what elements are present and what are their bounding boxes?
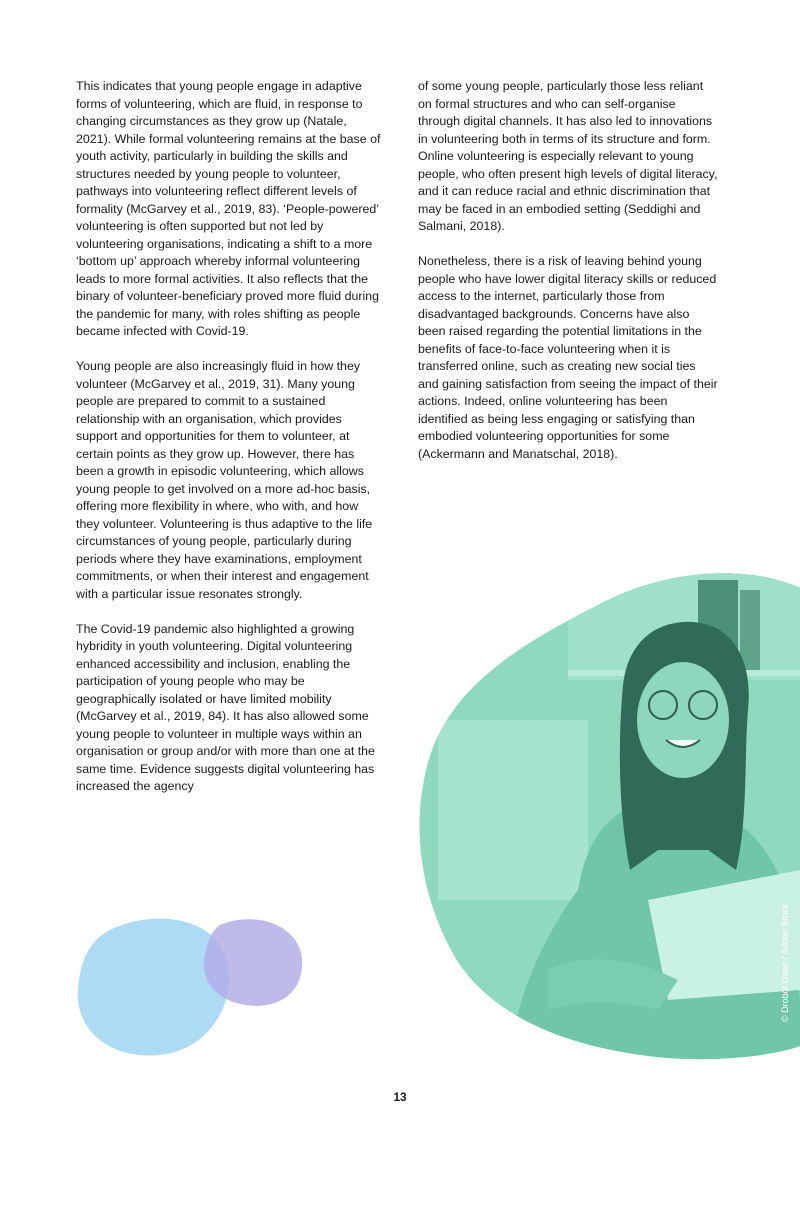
paragraph: Nonetheless, there is a risk of leaving behind young people who have lower digital literacy skills or reduced access to the internet, particularly those from disadvantaged backgrounds. Concerns have also been raised regarding the potential limitations in the benefits of face-to-face volunteering when it is transferred online, such as creating new social ties and gaining satisfaction from seeing the impact of their actions. Indeed, online volunteering has been identified as being less engaging or satisfying than embodied volunteering opportunities for some (Ackermann and Manatschal, 2018). (418, 254, 718, 461)
paragraph: The Covid-19 pandemic also highlighted a growing hybridity in youth volunteering. Digital volunteering enhanced accessibility and inclusion, enabling the participation of young people who may be geographically isolated or have limited mobility (McGarvey et al., 2019, 84). It has also allowed some young people to volunteer in multiple ways within an organisation or group and/or with more than one at the same time. Evidence suggests digital volunteering has increased the agency (76, 621, 375, 793)
page-number: 13 (393, 1090, 407, 1104)
left-column (76, 78, 381, 813)
photo-credit: © Drobot Dean / Adobe Stock (780, 903, 790, 1022)
purple-blob (204, 919, 302, 1006)
photo-young-woman-laptop (418, 570, 800, 1060)
paragraph: Young people are also increasingly fluid in how they volunteer (McGarvey et al., 2019, 31). Many young people are prepared to commit to a sustained relationship with an organisation, which provides support and opportunities for them to volunteer, at certain points as they grow up. However, there has been a growth in episodic volunteering, which allows young people to get involved on a more ad-hoc basis, offering more flexibility in where, who with, and how they volunteer. Volunteering is thus adaptive to the life circumstances of young people, particularly during periods where they have examinations, employment commitments, or when their interest and engagement with a particular issue resonates strongly. (76, 359, 373, 601)
paragraph: This indicates that young people engage in adaptive forms of volunteering, which are fluid, in response to changing circumstances as they grow up (Natale, 2021). While formal volunteering remains at the base of youth activity, particularly in building the skills and structures needed by young people to volunteer, pathways into volunteering reflect different levels of formality (McGarvey et al., 2019, 83). ‘People-powered’ volunteering is often supported but not led by volunteering organisations, indicating a shift to a more ‘bottom up’ approach whereby informal volunteering leads to more formal activities. It also reflects that the binary of volunteer-beneficiary proved more fluid during the pandemic for many, with roles shifting as people became infected with Covid-19. (76, 79, 381, 338)
decorative-blobs (70, 910, 310, 1060)
blue-blob (78, 919, 229, 1056)
right-column (418, 78, 718, 481)
paragraph: of some young people, particularly those less reliant on formal structures and who can self-organise through digital channels. It has also led to innovations in volunteering both in terms of its structure and form. Online volunteering is especially relevant to young people, who often present high levels of digital literacy, and it can reduce racial and ethnic discrimination that may be faced in an embodied setting (Seddighi and Salmani, 2018). (418, 79, 718, 233)
